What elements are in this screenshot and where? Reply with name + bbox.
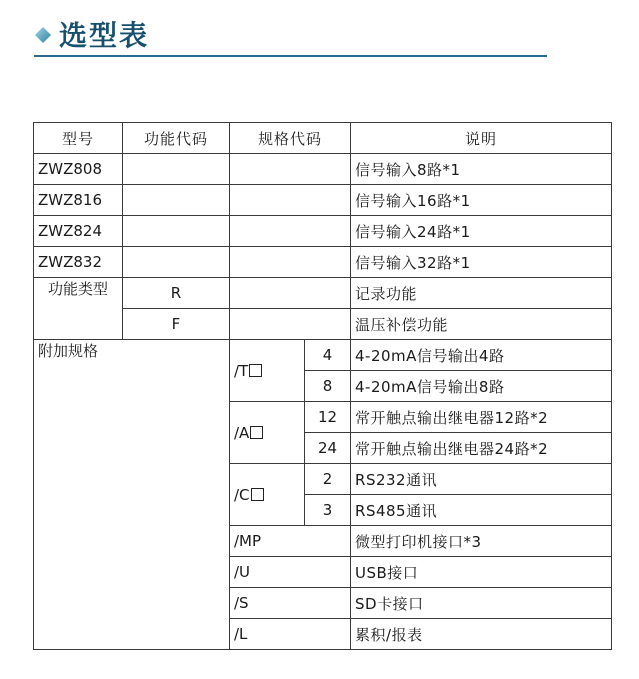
description-cell: 信号输入24路*1 xyxy=(351,216,612,247)
spec-code-text: /C xyxy=(234,485,250,504)
model-cell: ZWZ832 xyxy=(34,247,123,278)
header-spec-code: 规格代码 xyxy=(230,123,351,154)
description-cell: 温压补偿功能 xyxy=(351,309,612,340)
empty-cell xyxy=(230,185,351,216)
table-row xyxy=(34,216,612,247)
empty-cell xyxy=(123,216,230,247)
spec-code-cell: /U xyxy=(230,557,351,588)
spec-code-cell xyxy=(230,340,305,402)
description-cell: 信号输入8路*1 xyxy=(351,154,612,185)
description-cell: 信号输入16路*1 xyxy=(351,185,612,216)
spec-option-cell: 2 xyxy=(305,464,351,495)
model-cell: ZWZ824 xyxy=(34,216,123,247)
description-cell: 4-20mA信号输出4路 xyxy=(351,340,612,371)
model-cell: ZWZ808 xyxy=(34,154,123,185)
spec-option-cell: 4 xyxy=(305,340,351,371)
empty-cell xyxy=(230,216,351,247)
spec-code-text: /A xyxy=(234,423,250,442)
empty-cell xyxy=(230,154,351,185)
empty-cell xyxy=(230,309,351,340)
description-cell: 微型打印机接口*3 xyxy=(351,526,612,557)
page-title: 选型表 xyxy=(59,19,150,52)
spec-code-cell: /MP xyxy=(230,526,351,557)
description-cell: 信号输入32路*1 xyxy=(351,247,612,278)
placeholder-box-icon xyxy=(250,426,263,439)
description-cell: USB接口 xyxy=(351,557,612,588)
model-cell: ZWZ816 xyxy=(34,185,123,216)
spec-option-cell: 8 xyxy=(305,371,351,402)
empty-cell xyxy=(123,247,230,278)
description-cell: 记录功能 xyxy=(351,278,612,309)
selection-table xyxy=(33,122,612,650)
spec-code-cell: /S xyxy=(230,588,351,619)
spec-code-cell xyxy=(230,402,305,464)
empty-cell xyxy=(123,154,230,185)
function-code-cell: F xyxy=(123,309,230,340)
spec-option-cell: 24 xyxy=(305,433,351,464)
placeholder-box-icon xyxy=(249,364,262,377)
header-model: 型号 xyxy=(34,123,123,154)
header-function-code: 功能代码 xyxy=(123,123,230,154)
description-cell: 累积/报表 xyxy=(351,619,612,650)
function-type-label: 功能类型 xyxy=(34,278,123,340)
table-row xyxy=(34,247,612,278)
table-row xyxy=(34,278,612,309)
spec-code-text: /T xyxy=(234,361,249,380)
header-description: 说明 xyxy=(351,123,612,154)
empty-cell xyxy=(123,185,230,216)
table-header-row xyxy=(34,123,612,154)
description-cell: 常开触点输出继电器24路*2 xyxy=(351,433,612,464)
function-code-cell: R xyxy=(123,278,230,309)
table-row xyxy=(34,154,612,185)
title-underline xyxy=(34,55,547,57)
placeholder-box-icon xyxy=(251,488,264,501)
spec-code-cell: /L xyxy=(230,619,351,650)
spec-option-cell: 12 xyxy=(305,402,351,433)
spec-code-cell xyxy=(230,464,305,526)
table-row xyxy=(34,185,612,216)
description-cell: RS485通讯 xyxy=(351,495,612,526)
addon-spec-label: 附加规格 xyxy=(34,340,230,650)
empty-cell xyxy=(230,278,351,309)
description-cell: SD卡接口 xyxy=(351,588,612,619)
spec-option-cell: 3 xyxy=(305,495,351,526)
diamond-icon xyxy=(35,27,51,43)
description-cell: RS232通讯 xyxy=(351,464,612,495)
empty-cell xyxy=(230,247,351,278)
description-cell: 4-20mA信号输出8路 xyxy=(351,371,612,402)
description-cell: 常开触点输出继电器12路*2 xyxy=(351,402,612,433)
table-row xyxy=(34,340,612,371)
